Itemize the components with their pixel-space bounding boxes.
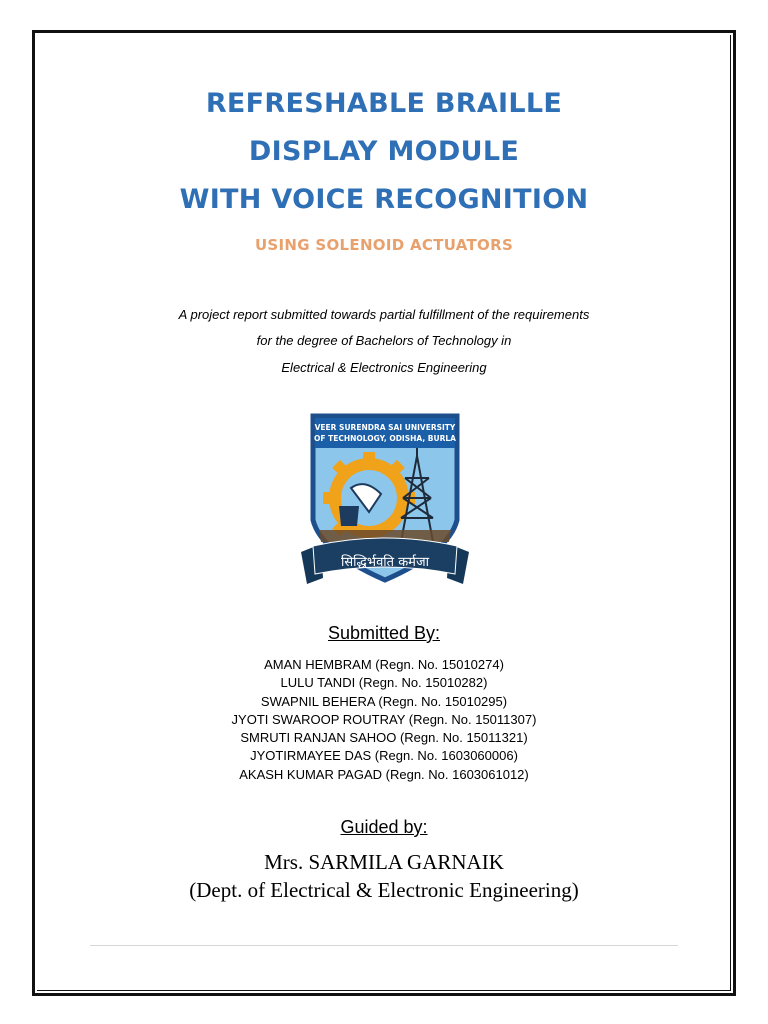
description-line-2: for the degree of Bachelors of Technology in bbox=[256, 333, 512, 348]
list-item: AMAN HEMBRAM (Regn. No. 15010274) bbox=[264, 657, 504, 672]
list-item: JYOTIRMAYEE DAS (Regn. No. 1603060006) bbox=[250, 748, 518, 764]
crest-university-line-2: OF TECHNOLOGY, ODISHA, BURLA bbox=[314, 434, 456, 443]
footer-divider bbox=[90, 945, 678, 946]
title-line-3: WITH VOICE RECOGNITION bbox=[179, 184, 589, 215]
description-line-3: Electrical & Electronics Engineering bbox=[281, 360, 487, 375]
member-list bbox=[0, 656, 768, 784]
list-item: SWAPNIL BEHERA (Regn. No. 15010295) bbox=[260, 693, 508, 709]
list-item: SMRUTI RANJAN SAHOO (Regn. No. 15011321) bbox=[240, 730, 528, 746]
guided-by-heading: Guided by: bbox=[340, 817, 428, 837]
list-item: JYOTI SWAROOP ROUTRAY (Regn. No. 15011307) bbox=[231, 711, 537, 727]
title-line-1: REFRESHABLE BRAILLE bbox=[205, 88, 563, 119]
crest-university-line-1: VEER SURENDRA SAI UNIVERSITY bbox=[314, 423, 456, 432]
guide-name: Mrs. SARMILA GARNAIK bbox=[264, 850, 504, 874]
submitted-by-heading: Submitted By: bbox=[327, 623, 441, 643]
guide-department: (Dept. of Electrical & Electronic Engineering) bbox=[189, 878, 579, 902]
title-line-2: DISPLAY MODULE bbox=[248, 136, 520, 167]
description-line-1: A project report submitted towards partial fulfillment of the requirements bbox=[178, 307, 590, 322]
subtitle: USING SOLENOID ACTUATORS bbox=[254, 236, 514, 254]
list-item: AKASH KUMAR PAGAD (Regn. No. 1603061012) bbox=[239, 766, 529, 782]
crest-motto: सिद्धिर्भवति कर्मजा bbox=[341, 555, 429, 570]
university-crest-icon bbox=[299, 402, 471, 598]
list-item: LULU TANDI (Regn. No. 15010282) bbox=[280, 675, 488, 691]
